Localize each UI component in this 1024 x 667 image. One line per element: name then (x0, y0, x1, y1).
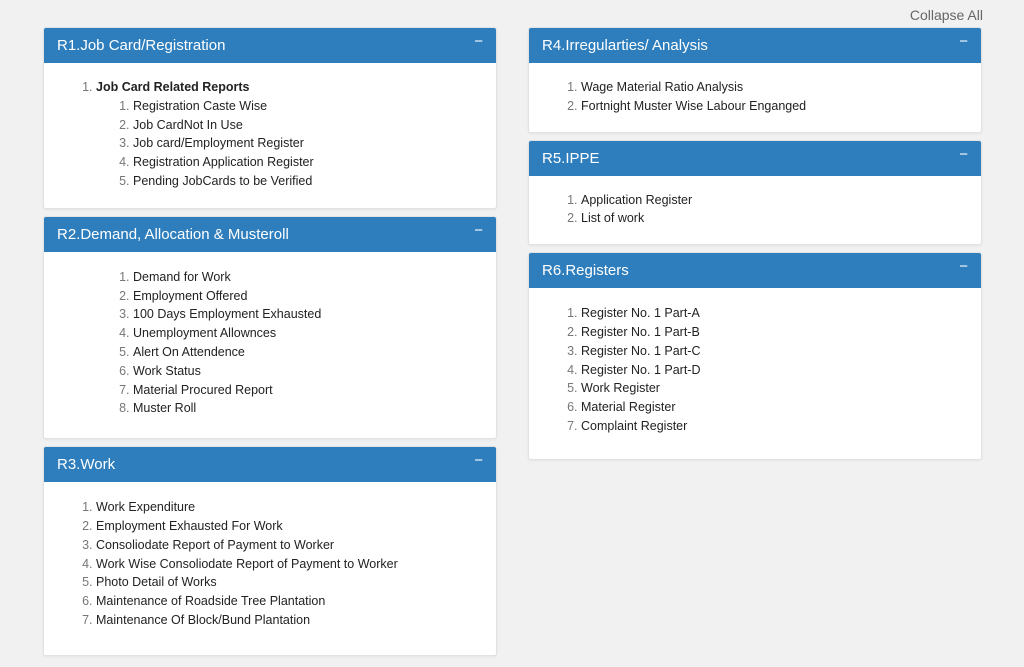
report-link[interactable]: Fortnight Muster Wise Labour Enganged (581, 98, 807, 113)
panel-r2-title: R2.Demand, Allocation & Musteroll (57, 225, 289, 243)
list-item[interactable] (581, 304, 971, 323)
list-item[interactable] (581, 361, 971, 380)
panel-r5-header[interactable] (529, 141, 981, 176)
report-link[interactable]: Material Procured Report (133, 382, 273, 397)
collapse-icon[interactable]: − (474, 221, 483, 239)
collapse-icon[interactable]: − (959, 33, 968, 50)
report-link[interactable]: Wage Material Ratio Analysis (581, 80, 744, 94)
report-link[interactable]: Work Expenditure (96, 500, 196, 515)
list-item[interactable] (581, 379, 971, 398)
list-item[interactable] (133, 172, 486, 191)
panel-r1-header[interactable] (44, 28, 496, 63)
report-link[interactable]: Material Register (581, 400, 676, 415)
panel-r1-body (44, 63, 496, 208)
list-item[interactable] (581, 209, 971, 228)
list-item[interactable] (96, 555, 486, 574)
right-column (528, 27, 982, 467)
collapse-icon[interactable]: − (959, 258, 968, 276)
report-link[interactable]: Registration Caste Wise (133, 98, 268, 113)
list-item[interactable] (133, 305, 486, 324)
group-title: Job Card Related Reports (96, 80, 250, 94)
list-item[interactable] (96, 573, 486, 592)
report-link[interactable]: Register No. 1 Part-B (581, 324, 700, 339)
report-link[interactable]: Demand for Work (133, 269, 231, 284)
list-item[interactable] (133, 268, 486, 287)
panel-r4-header[interactable] (529, 28, 981, 63)
report-link[interactable]: Unemployment Allownces (133, 326, 277, 341)
panel-r3-header[interactable] (44, 447, 496, 482)
report-link[interactable]: Photo Detail of Works (96, 575, 217, 590)
list-item[interactable] (133, 134, 486, 153)
collapse-icon[interactable]: − (959, 145, 968, 163)
panel-r6 (528, 252, 982, 460)
panel-r2 (43, 216, 497, 439)
list-item[interactable] (581, 398, 971, 417)
report-link[interactable]: Alert On Attendence (133, 344, 245, 359)
panel-r5-body (529, 176, 981, 245)
report-link[interactable]: Work Status (133, 363, 201, 378)
list-item[interactable] (96, 517, 486, 536)
list-item[interactable] (96, 592, 486, 611)
panel-r4-body (529, 63, 981, 132)
list-item[interactable] (96, 536, 486, 555)
panel-r6-list (539, 304, 971, 436)
collapse-icon[interactable]: − (474, 33, 483, 50)
panel-r6-body (529, 288, 981, 459)
panel-r2-body (44, 252, 496, 438)
report-link[interactable]: Maintenance of Roadside Tree Plantation (96, 594, 326, 609)
report-link[interactable]: Complaint Register (581, 418, 688, 433)
list-item[interactable] (581, 78, 971, 97)
list-item[interactable] (133, 343, 486, 362)
panel-r1-title: R1.Job Card/Registration (57, 37, 226, 54)
panel-r2-list (54, 268, 486, 418)
list-item[interactable] (133, 116, 486, 135)
panel-r5-list (539, 191, 971, 229)
list-item[interactable] (133, 381, 486, 400)
report-link[interactable]: Work Wise Consoliodate Report of Payment to Worker (96, 556, 398, 571)
panel-r3 (43, 446, 497, 656)
report-link[interactable]: Employment Offered (133, 288, 248, 303)
report-link[interactable]: Maintenance Of Block/Bund Plantation (96, 612, 311, 627)
panel-r3-list (54, 498, 486, 630)
collapse-icon[interactable]: − (474, 452, 483, 470)
report-link[interactable]: Register No. 1 Part-A (581, 306, 700, 321)
report-link[interactable]: Application Register (581, 192, 693, 207)
list-item[interactable] (581, 191, 971, 210)
report-link[interactable]: Employment Exhausted For Work (96, 518, 283, 533)
report-link[interactable]: Registration Application Register (133, 155, 314, 170)
report-link[interactable]: Job card/Employment Register (133, 136, 304, 151)
panel-r4-list (539, 78, 971, 116)
panel-r5 (528, 140, 982, 246)
list-item[interactable] (133, 287, 486, 306)
report-link[interactable]: 100 Days Employment Exhausted (133, 307, 322, 322)
list-item[interactable] (133, 97, 486, 116)
panel-r2-header[interactable] (44, 217, 496, 252)
report-link[interactable]: Work Register (581, 381, 660, 396)
list-item[interactable] (581, 342, 971, 361)
panel-r3-title: R3.Work (57, 456, 116, 474)
list-item (96, 78, 486, 191)
list-item[interactable] (133, 399, 486, 418)
report-link[interactable]: List of work (581, 211, 645, 226)
collapse-all-link[interactable]: Collapse All (909, 7, 983, 23)
report-link[interactable]: Register No. 1 Part-D (581, 362, 701, 377)
list-item[interactable] (133, 362, 486, 381)
list-item[interactable] (581, 97, 971, 116)
panel-r4-title: R4.Irregularties/ Analysis (542, 37, 708, 54)
list-item[interactable] (133, 324, 486, 343)
report-link[interactable]: Muster Roll (133, 401, 197, 416)
list-item[interactable] (96, 611, 486, 630)
panel-r3-body (44, 482, 496, 655)
panel-r6-title: R6.Registers (542, 262, 629, 280)
left-column (43, 27, 497, 663)
report-link[interactable]: Job CardNot In Use (133, 117, 243, 132)
panel-r1-sublist (96, 97, 486, 191)
panel-r5-title: R5.IPPE (542, 149, 600, 167)
list-item[interactable] (581, 417, 971, 436)
panel-r1 (43, 27, 497, 209)
panel-r1-list (54, 78, 486, 191)
list-item[interactable] (96, 498, 486, 517)
panel-r4 (528, 27, 982, 133)
report-link[interactable]: Consoliodate Report of Payment to Worker (96, 537, 335, 552)
list-item[interactable] (133, 153, 486, 172)
list-item[interactable] (581, 323, 971, 342)
report-link[interactable]: Register No. 1 Part-C (581, 343, 701, 358)
panel-r6-header[interactable] (529, 253, 981, 288)
report-link[interactable]: Pending JobCards to be Verified (133, 173, 313, 188)
